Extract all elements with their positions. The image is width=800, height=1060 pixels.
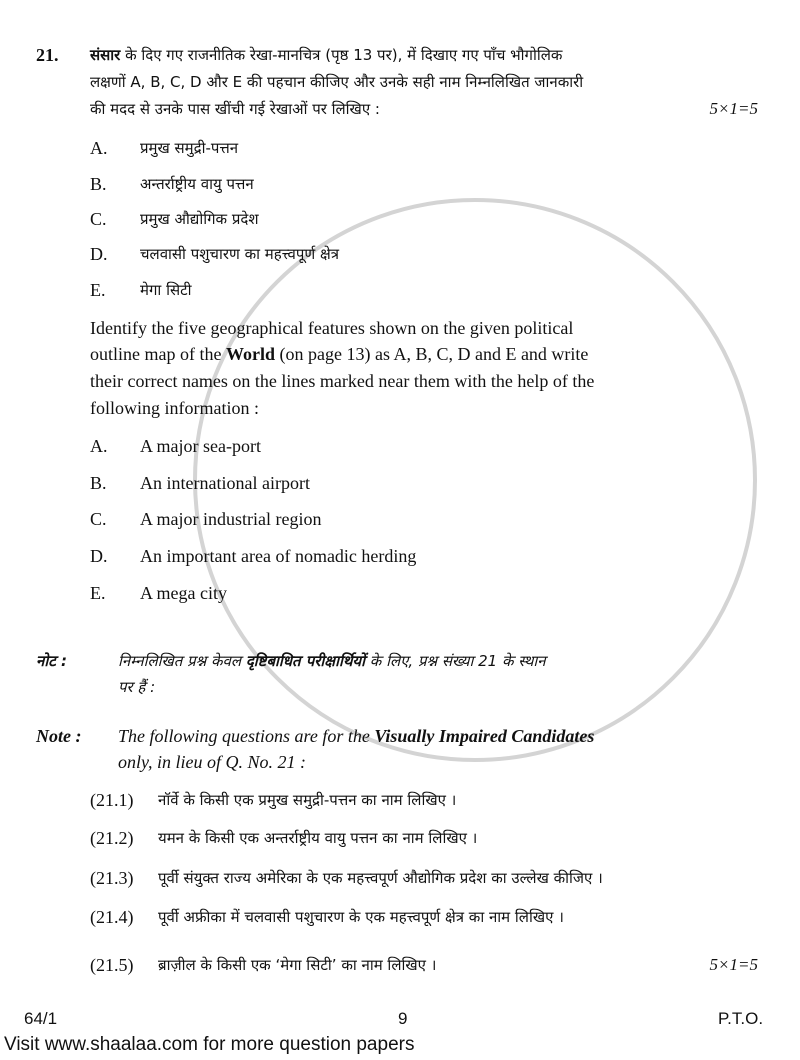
english-note-label: Note : [36,726,82,746]
bold-text: Visually Impaired Candidates [374,726,595,746]
text: निम्नलिखित प्रश्न केवल [118,652,246,670]
hindi-text: के दिए गए राजनीतिक रेखा-मानचित्र (पृष्ठ 13 पर), में दिखाए गए पाँच भौगोलिक [125,46,563,64]
sub-question-text: यमन के किसी एक अन्तर्राष्ट्रीय वायु पत्तन का नाम लिखिए । [158,829,478,847]
question-number: 21. [36,45,59,65]
world-bold: World [225,344,275,364]
english-item-text: A major sea-port [140,436,261,456]
sub-question-text: पूर्वी अफ्रीका में चलवासी पशुचारण के एक महत्त्वपूर्ण क्षेत्र का नाम लिखिए । [158,908,564,926]
english-item-text: A mega city [140,583,227,603]
text: (on page 13) as A, B, C, D and E and write [274,344,589,364]
item-letter: B. [90,174,107,194]
english-note-line-2: only, in lieu of Q. No. 21 : [118,752,306,772]
paper-code: 64/1 [24,1009,58,1028]
english-line-1: Identify the five geographical features shown on the given political [90,318,574,338]
sub-question-text: ब्राज़ील के किसी एक ‘मेगा सिटी’ का नाम लिखिए । [158,956,437,974]
hindi-item-text: प्रमुख औद्योगिक प्रदेश [140,210,259,228]
question-hindi-line-3: की मदद से उनके पास खींची गई रेखाओं पर लिखिए : [90,100,380,118]
item-letter: A. [90,138,108,158]
english-item-text: An international airport [140,473,310,493]
bold-text: दृष्टिबाधित परीक्षार्थियों [245,652,366,670]
item-letter: E. [90,280,106,300]
text: के लिए, प्रश्न संख्या 21 के स्थान [365,652,546,670]
visit-link[interactable]: Visit www.shaalaa.com for more question papers [4,1034,415,1055]
pto: P.T.O. [718,1009,764,1028]
english-line-3: their correct names on the lines marked near them with the help of the [90,371,595,391]
hindi-item-text: अन्तर्राष्ट्रीय वायु पत्तन [140,175,254,193]
question-marks: 5×1=5 [709,99,758,118]
sub-question-marks: 5×1=5 [709,955,758,974]
sub-question-number: (21.2) [90,828,134,848]
page-number: 9 [398,1009,408,1028]
item-letter: C. [90,209,107,229]
item-letter: A. [90,436,108,456]
hindi-item-text: प्रमुख समुद्री-पत्तन [140,139,239,157]
hindi-note-line-1 [118,650,546,672]
english-item-text: An important area of nomadic herding [140,546,417,566]
hindi-item-text: चलवासी पशुचारण का महत्त्वपूर्ण क्षेत्र [140,245,339,263]
hindi-note-line-2: पर हैं : [118,678,156,696]
sub-question-text: नॉर्वे के किसी एक प्रमुख समुद्री-पत्तन का नाम लिखिए । [158,791,457,809]
question-hindi-line-1 [90,44,562,66]
sub-question-number: (21.4) [90,907,134,927]
sub-question-text: पूर्वी संयुक्त राज्य अमेरिका के एक महत्त्वपूर्ण औद्योगिक प्रदेश का उल्लेख कीजिए । [158,869,603,887]
sub-question-number: (21.3) [90,868,134,888]
english-item-text: A major industrial region [140,509,322,529]
item-letter: D. [90,244,108,264]
sub-question-number: (21.5) [90,955,134,975]
english-line-2 [90,343,588,365]
item-letter: D. [90,546,108,566]
english-note-line-1 [118,725,594,747]
hindi-note-label: नोट : [36,652,67,670]
english-line-4: following information : [90,398,259,418]
item-letter: B. [90,473,107,493]
item-letter: E. [90,583,106,603]
text: outline map of the [90,344,226,364]
hindi-item-text: मेगा सिटी [140,281,192,299]
text: The following questions are for the [118,726,375,746]
item-letter: C. [90,509,107,529]
hindi-bold-word: संसार [90,46,121,64]
question-hindi-line-2: लक्षणों A, B, C, D और E की पहचान कीजिए और उनके सही नाम निम्नलिखित जानकारी [90,73,584,91]
sub-question-number: (21.1) [90,790,134,810]
